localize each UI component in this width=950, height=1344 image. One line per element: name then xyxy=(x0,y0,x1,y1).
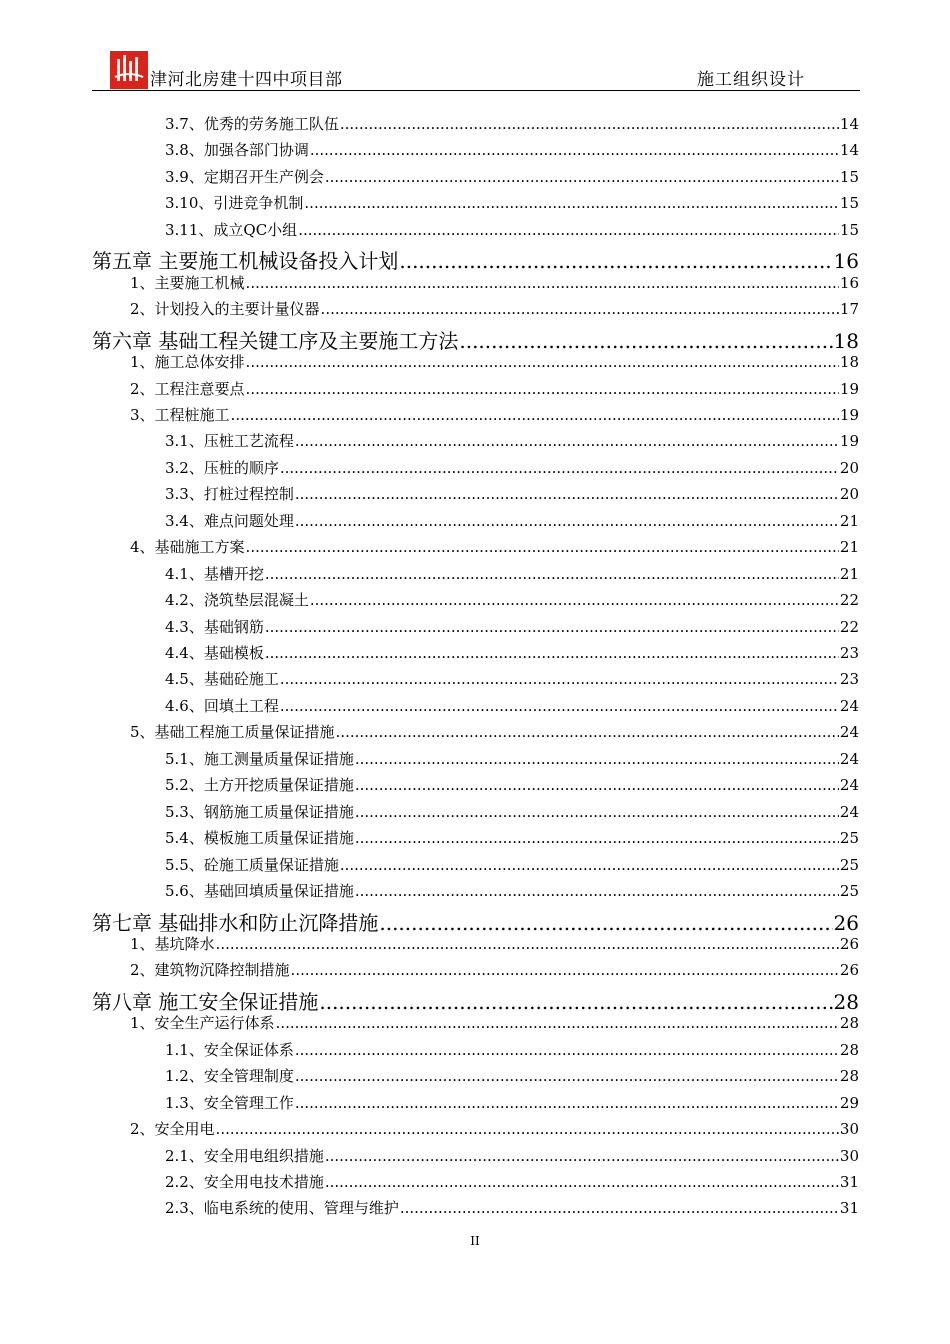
toc-leader-dots xyxy=(295,485,839,503)
toc-entry[interactable] xyxy=(92,325,859,351)
toc-entry[interactable] xyxy=(165,1092,859,1118)
toc-leader-dots xyxy=(265,565,839,583)
toc-entry-title: 2、安全用电 xyxy=(130,1120,215,1139)
toc-leader-dots xyxy=(459,329,832,353)
toc-entry-page: 22 xyxy=(839,591,859,610)
toc-entry[interactable] xyxy=(92,245,859,274)
toc-entry[interactable] xyxy=(130,959,859,985)
toc-leader-dots xyxy=(246,274,839,292)
toc-entry[interactable] xyxy=(165,563,859,589)
toc-entry[interactable] xyxy=(130,536,859,562)
toc-entry-page: 16 xyxy=(839,273,859,292)
toc-entry-page: 15 xyxy=(839,220,859,239)
toc-entry[interactable] xyxy=(165,139,859,165)
toc-leader-dots xyxy=(216,935,839,953)
toc-leader-dots xyxy=(280,459,839,477)
toc-leader-dots xyxy=(310,591,839,609)
toc-entry-title: 1.2、安全管理制度 xyxy=(165,1067,294,1086)
toc-leader-dots xyxy=(280,697,839,715)
toc-entry-page: 28 xyxy=(839,1014,859,1033)
toc-entry-page: 24 xyxy=(839,776,859,795)
toc-leader-dots xyxy=(295,432,839,450)
toc-leader-dots xyxy=(265,618,839,636)
toc-entry[interactable] xyxy=(165,589,859,615)
toc-entry-page: 14 xyxy=(839,115,859,133)
toc-leader-dots xyxy=(280,670,839,688)
toc-entry[interactable] xyxy=(165,430,859,456)
toc-entry-page: 29 xyxy=(839,1093,859,1112)
toc-leader-dots xyxy=(295,512,839,530)
toc-entry-page: 24 xyxy=(839,696,859,715)
toc-entry[interactable] xyxy=(130,1012,859,1038)
toc-entry-page: 30 xyxy=(839,1146,859,1165)
header-doc-title: 施工组织设计 xyxy=(697,70,805,90)
company-logo xyxy=(110,51,148,89)
toc-entry-page: 26 xyxy=(839,934,859,953)
toc-leader-dots xyxy=(400,1199,839,1217)
toc-leader-dots xyxy=(336,723,839,741)
toc-entry[interactable] xyxy=(130,721,859,747)
toc-entry[interactable] xyxy=(165,192,859,218)
toc-entry-title: 3.2、压桩的顺序 xyxy=(165,458,279,477)
toc-entry-title: 第八章 施工安全保证措施 xyxy=(92,989,319,1014)
toc-entry[interactable] xyxy=(165,113,859,139)
toc-entry-title: 1.3、安全管理工作 xyxy=(165,1093,294,1112)
toc-entry-page: 26 xyxy=(833,910,859,935)
toc-entry[interactable] xyxy=(92,907,859,933)
toc-entry-page: 31 xyxy=(839,1173,859,1191)
toc-entry-page: 28 xyxy=(839,1040,859,1059)
toc-entry[interactable] xyxy=(165,1065,859,1091)
toc-leader-dots xyxy=(291,961,839,979)
toc-entry-page: 20 xyxy=(839,485,859,504)
toc-leader-dots xyxy=(325,168,839,186)
toc-entry-page: 15 xyxy=(839,167,859,186)
toc-leader-dots xyxy=(379,911,832,935)
toc-entry[interactable] xyxy=(130,272,859,298)
toc-entry-title: 4.3、基础钢筋 xyxy=(165,617,264,636)
toc-leader-dots xyxy=(276,1014,839,1032)
toc-entry[interactable] xyxy=(165,880,859,906)
toc-leader-dots xyxy=(325,1173,839,1191)
toc-entry[interactable] xyxy=(165,1197,859,1223)
toc-entry-title: 2、工程注意要点 xyxy=(130,379,245,398)
toc-entry[interactable] xyxy=(165,483,859,509)
toc-entry-page: 21 xyxy=(839,538,859,557)
toc-entry-page: 18 xyxy=(833,328,859,353)
toc-entry-page: 20 xyxy=(839,458,859,477)
toc-entry-title: 3.4、难点问题处理 xyxy=(165,511,294,530)
toc-entry[interactable] xyxy=(165,642,859,668)
toc-entry-title: 5、基础工程施工质量保证措施 xyxy=(130,723,335,742)
toc-entry[interactable] xyxy=(165,668,859,694)
toc-leader-dots xyxy=(340,856,839,874)
toc-entry-title: 3.9、定期召开生产例会 xyxy=(165,167,324,186)
toc-entry-page: 25 xyxy=(839,829,859,848)
toc-entry-title: 4.2、浇筑垫层混凝土 xyxy=(165,591,309,610)
toc-leader-dots xyxy=(216,1120,839,1138)
toc-entry-title: 第六章 基础工程关键工序及主要施工方法 xyxy=(92,328,459,353)
toc-leader-dots xyxy=(298,221,839,239)
toc-entry-title: 3.10、引进竞争机制 xyxy=(165,194,304,213)
toc-entry[interactable] xyxy=(165,695,859,721)
toc-entry[interactable] xyxy=(130,404,859,430)
toc-entry-page: 17 xyxy=(839,300,859,319)
toc-entry-page: 25 xyxy=(839,855,859,874)
toc-entry[interactable] xyxy=(130,378,859,404)
toc-entry-page: 25 xyxy=(839,882,859,901)
toc-entry-title: 5.4、模板施工质量保证措施 xyxy=(165,829,354,848)
toc-leader-dots xyxy=(246,380,839,398)
toc-entry[interactable] xyxy=(165,166,859,192)
toc-entry-title: 4.1、基槽开挖 xyxy=(165,564,264,583)
toc-entry-title: 4、基础施工方案 xyxy=(130,538,245,557)
toc-entry[interactable] xyxy=(165,801,859,827)
toc-entry[interactable] xyxy=(165,854,859,880)
page-header xyxy=(92,50,860,91)
toc-leader-dots xyxy=(304,194,839,212)
toc-entry-title: 4.6、回填土工程 xyxy=(165,696,279,715)
toc-entry-title: 1.1、安全保证体系 xyxy=(165,1040,294,1059)
toc-entry[interactable] xyxy=(165,219,859,245)
toc-leader-dots xyxy=(295,1067,839,1085)
toc-entry-page: 15 xyxy=(839,194,859,213)
toc-leader-dots xyxy=(231,406,839,424)
toc-entry-page: 14 xyxy=(839,141,859,160)
toc-entry[interactable] xyxy=(165,827,859,853)
toc-entry[interactable] xyxy=(130,351,859,377)
toc-entry[interactable] xyxy=(165,748,859,774)
toc-leader-dots xyxy=(355,829,839,847)
toc-entry-title: 3.7、优秀的劳务施工队伍 xyxy=(165,115,339,133)
toc-entry[interactable] xyxy=(130,933,859,959)
toc-entry-page: 19 xyxy=(839,432,859,451)
toc-entry[interactable] xyxy=(165,510,859,536)
toc-entry-page: 30 xyxy=(839,1120,859,1139)
toc-entry-title: 5.5、砼施工质量保证措施 xyxy=(165,855,339,874)
toc-entry-title: 第七章 基础排水和防止沉降措施 xyxy=(92,910,379,935)
toc-entry-title: 3.8、加强各部门协调 xyxy=(165,141,309,160)
toc-leader-dots xyxy=(321,300,839,318)
toc-entry-title: 2.2、安全用电技术措施 xyxy=(165,1173,324,1191)
toc-entry-page: 28 xyxy=(839,1067,859,1086)
toc-entry-page: 23 xyxy=(839,670,859,689)
toc-entry[interactable] xyxy=(165,457,859,483)
header-org-name: 津河北房建十四中项目部 xyxy=(150,70,343,90)
toc-leader-dots xyxy=(319,990,832,1014)
toc-leader-dots xyxy=(399,249,832,273)
toc-leader-dots xyxy=(310,141,839,159)
toc-leader-dots xyxy=(355,882,839,900)
toc-entry-page: 21 xyxy=(839,511,859,530)
toc-entry-title: 4.4、基础模板 xyxy=(165,644,264,662)
toc-entry-title: 5.6、基础回填质量保证措施 xyxy=(165,882,354,901)
toc-leader-dots xyxy=(246,353,839,371)
toc-entry-page: 24 xyxy=(839,723,859,742)
toc-entry-title: 2.3、临电系统的使用、管理与维护 xyxy=(165,1199,399,1218)
toc-leader-dots xyxy=(340,115,839,133)
toc-entry-page: 26 xyxy=(839,961,859,980)
toc-leader-dots xyxy=(355,776,839,794)
toc-entry-page: 19 xyxy=(839,379,859,398)
toc-leader-dots xyxy=(265,644,839,662)
toc-entry-title: 5.1、施工测量质量保证措施 xyxy=(165,749,354,768)
toc-entry-page: 19 xyxy=(839,405,859,424)
toc-entry-title: 1、主要施工机械 xyxy=(130,273,245,292)
toc-entry-title: 3.3、打桩过程控制 xyxy=(165,485,294,504)
toc-entry-title: 1、施工总体安排 xyxy=(130,353,245,372)
page-number: II xyxy=(470,1234,480,1248)
toc-entry-title: 2、建筑物沉降控制措施 xyxy=(130,961,290,980)
toc-entry-title: 2.1、安全用电组织措施 xyxy=(165,1146,324,1165)
toc-entry[interactable] xyxy=(165,1039,859,1065)
toc-entry-title: 1、基坑降水 xyxy=(130,934,215,953)
toc-entry[interactable] xyxy=(92,986,859,1012)
toc-leader-dots xyxy=(355,750,839,768)
toc-entry[interactable] xyxy=(165,1145,859,1171)
toc-leader-dots xyxy=(246,538,839,556)
toc-entry-page: 16 xyxy=(833,249,859,274)
toc-entry[interactable] xyxy=(165,616,859,642)
toc-entry-title: 5.2、土方开挖质量保证措施 xyxy=(165,776,354,795)
toc-entry-title: 第五章 主要施工机械设备投入计划 xyxy=(92,249,399,274)
toc-entry-page: 24 xyxy=(839,749,859,768)
toc-entry-title: 3、工程桩施工 xyxy=(130,405,230,424)
toc-entry-page: 28 xyxy=(833,989,859,1014)
toc-entry-title: 4.5、基础砼施工 xyxy=(165,670,279,689)
toc-leader-dots xyxy=(355,803,839,821)
toc-entry[interactable] xyxy=(165,1171,859,1197)
toc-entry-title: 3.1、压桩工艺流程 xyxy=(165,432,294,451)
toc-entry-title: 2、计划投入的主要计量仪器 xyxy=(130,300,320,319)
toc-entry-page: 21 xyxy=(839,564,859,583)
toc-entry-title: 3.11、成立QC小组 xyxy=(165,220,298,239)
toc-entry-page: 24 xyxy=(839,802,859,821)
toc-entry-title: 1、安全生产运行体系 xyxy=(130,1014,275,1033)
toc-entry-title: 5.3、钢筋施工质量保证措施 xyxy=(165,802,354,821)
toc-entry[interactable] xyxy=(165,774,859,800)
toc-entry-page: 31 xyxy=(839,1199,859,1218)
toc-entry-page: 22 xyxy=(839,617,859,636)
toc-entry-page: 18 xyxy=(839,353,859,372)
toc-leader-dots xyxy=(295,1041,839,1059)
toc-entry-page: 23 xyxy=(839,644,859,662)
toc-entry[interactable] xyxy=(130,1118,859,1144)
toc-entry[interactable] xyxy=(130,298,859,324)
toc-leader-dots xyxy=(325,1147,839,1165)
toc-leader-dots xyxy=(295,1094,839,1112)
